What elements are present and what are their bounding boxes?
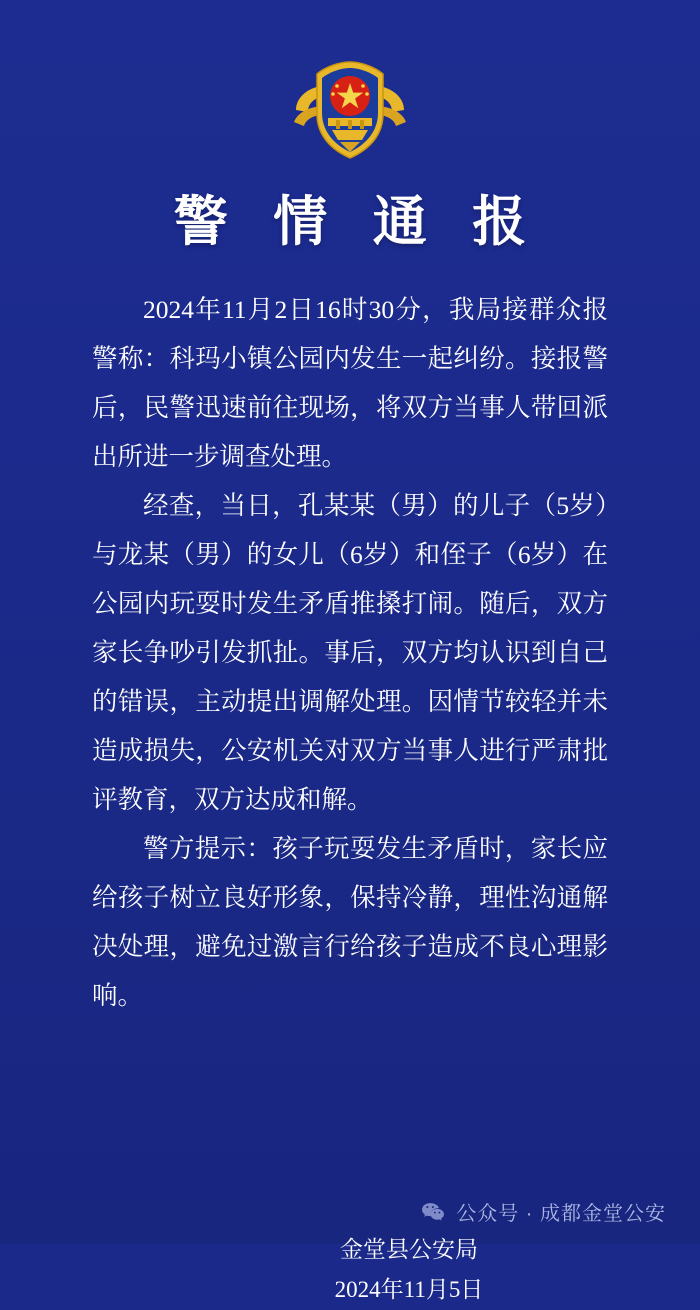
footer-text: 公众号 · 成都金堂公安 [456, 1203, 666, 1225]
footer-credit [420, 1197, 666, 1226]
signature-block [92, 1230, 608, 1310]
wechat-icon [420, 1199, 446, 1225]
announcement-body [92, 285, 608, 1020]
signature-organization: 金堂县公安局 [340, 1236, 478, 1262]
signature-date: 2024年11月5日 [334, 1276, 484, 1302]
paragraph-3: 警方提示：孩子玩耍发生矛盾时，家长应给孩子树立良好形象，保持冷静，理性沟通解决处理，避免过激言行给孩子造成不良心理影响。 [92, 833, 608, 1010]
police-emblem [288, 52, 412, 176]
paragraph-2: 经查，当日，孔某某（男）的儿子（5岁）与龙某（男）的女儿（6岁）和侄子（6岁）在公园内玩耍时发生矛盾推搡打闹。随后，双方家长争吵引发抓扯。事后，双方均认识到自己的错误，主动提出调解处理。因情节较轻并未造成损失，公安机关对双方当事人进行严肃批评教育，双方达成和解。 [92, 490, 608, 814]
china-police-emblem-icon [288, 52, 412, 176]
page-title: 警 情 通 报 [173, 192, 543, 252]
paragraph-1: 2024年11月2日16时30分，我局接群众报警称：科玛小镇公园内发生一起纠纷。接报警后，民警迅速前往现场，将双方当事人带回派出所进一步调查处理。 [92, 294, 608, 471]
